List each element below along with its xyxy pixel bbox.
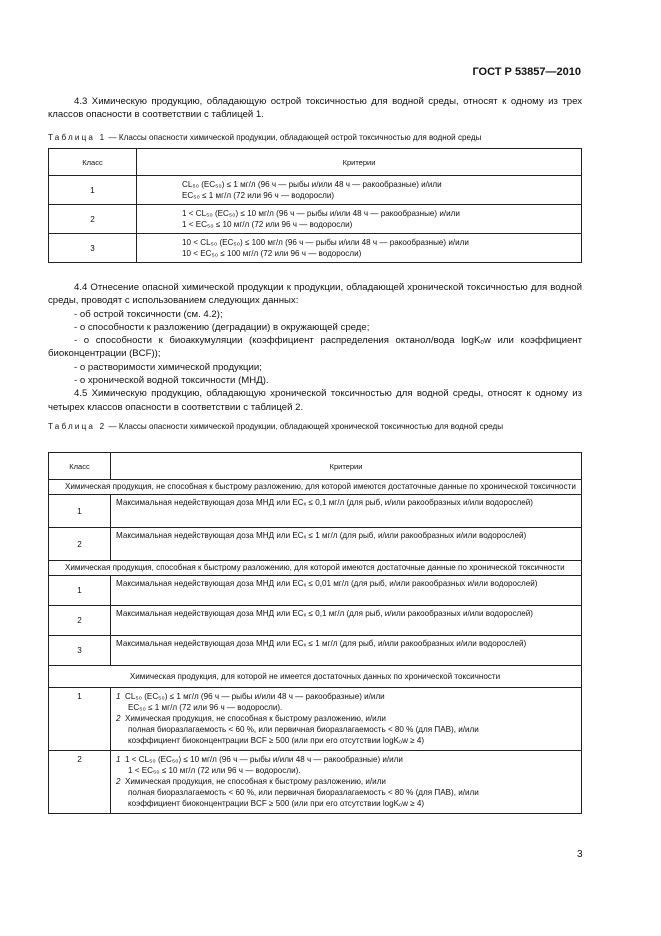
- criteria-line: 1 < CL₅₀ (ЕС₅₀) ≤ 10 мг/л (96 ч — рыбы и/или 48 ч — ракообразные) и/или: [182, 209, 460, 218]
- table1-class-cell: 1: [49, 176, 137, 205]
- table2-caption-text: — Классы опасности химической продукции, обладающей хронической токсичностью для водной среды: [106, 422, 504, 431]
- table1-criteria-cell: [137, 176, 582, 205]
- table-row: [49, 688, 582, 751]
- table2-class-cell: 2: [49, 751, 111, 814]
- criteria-text: Химическая продукция, не способная к быстрому разложению, и/или: [125, 714, 386, 723]
- list-item: - об острой токсичности (см. 4.2);: [74, 308, 223, 320]
- table2-criteria-cell: Максимальная недействующая доза МНД или ECₓ ≤ 1 мг/л (для рыб, и/или ракообразных и/или водорослей): [111, 636, 582, 666]
- table2-group-3: Химическая продукция, для которой не имеется достаточных данных по хронической токсичности: [49, 666, 582, 688]
- paragraph-4-3: 4.3 Химическую продукцию, обладающую острой токсичностью для водной среды, относят к одному из трех классов опасности в соответствии с таблицей 1.: [48, 96, 582, 121]
- table2-group-2: Химическая продукция, способная к быстрому разложению, для которой имеются достаточные данные по хронической токсичности: [49, 561, 582, 576]
- table1-criteria-cell: [137, 205, 582, 234]
- criteria-line: ЕС₅₀ ≤ 1 мг/л (72 или 96 ч — водоросли): [182, 191, 335, 200]
- item-number: 1: [116, 692, 121, 701]
- table2-criteria-cell: Максимальная недействующая доза МНД или ECₓ ≤ 0,1 мг/л (для рыб, и/или ракообразных и/или водорослей): [111, 606, 582, 636]
- table-row: [49, 176, 582, 205]
- table-row: [49, 576, 582, 606]
- table-row: [49, 234, 582, 263]
- criteria-line: полная биоразлагаемость < 60 %, или первичная биоразлагаемость < 80 % (для ПАВ), и/или: [128, 788, 479, 797]
- criteria-line: [116, 713, 576, 724]
- table1-caption-text: — Классы опасности химической продукции, обладающей острой токсичностью для водной среды: [106, 133, 482, 142]
- table-group-row: [49, 480, 582, 495]
- table-row: [49, 606, 582, 636]
- table-group-row: [49, 561, 582, 576]
- page-number: 3: [577, 849, 583, 860]
- table-row: [49, 751, 582, 814]
- criteria-line: полная биоразлагаемость < 60 %, или первичная биоразлагаемость < 80 % (для ПАВ), и/или: [128, 725, 479, 734]
- criteria-text: Химическая продукция, не способная к быстрому разложению, и/или: [125, 777, 386, 786]
- table-row: [49, 205, 582, 234]
- criteria-line: коэффициент биоконцентрации BCF ≥ 500 (или при его отсутствии logKₒw ≥ 4): [128, 736, 425, 745]
- criteria-line: коэффициент биоконцентрации BCF ≥ 500 (или при его отсутствии logKₒw ≥ 4): [128, 799, 425, 808]
- table1-caption-label: Таблица 1: [48, 133, 107, 142]
- table2-header-criteria: Критерии: [111, 453, 582, 480]
- criteria-line: 10 < CL₅₀ (ЕС₅₀) ≤ 100 мг/л (96 ч — рыбы и/или 48 ч — ракообразные) и/или: [182, 238, 469, 247]
- criteria-line: [116, 691, 576, 702]
- table2-class-cell: 1: [49, 688, 111, 751]
- criteria-text: 1 < CL₅₀ (ЕС₅₀) ≤ 10 мг/л (96 ч — рыбы и/или 48 ч — ракообразные) и/или: [125, 755, 403, 764]
- list-item: - о растворимости химической продукции;: [74, 361, 262, 373]
- table2-criteria-cell: Максимальная недействующая доза МНД или ECₓ ≤ 0,01 мг/л (для рыб, и/или ракообразных и/или водорослей): [111, 576, 582, 606]
- table2-caption-label: Таблица 2: [48, 422, 107, 431]
- list-item: - о способности к разложению (деградации) в окружающей среде;: [74, 321, 370, 333]
- table2-class-cell: 1: [49, 576, 111, 606]
- table2-class-cell: 2: [49, 528, 111, 561]
- table1-class-cell: 3: [49, 234, 137, 263]
- table2-class-cell: 1: [49, 495, 111, 528]
- table-2: [48, 452, 582, 814]
- table2-criteria-cell: Максимальная недействующая доза МНД или ECₓ ≤ 1 мг/л (для рыб, и/или ракообразных и/или водорослей): [111, 528, 582, 561]
- table2-header-class: Класс: [49, 453, 111, 480]
- criteria-line: [116, 754, 576, 765]
- paragraph-4-4: [48, 281, 582, 414]
- item-number: 2: [116, 777, 121, 786]
- table2-class-cell: 3: [49, 636, 111, 666]
- table1-class-cell: 2: [49, 205, 137, 234]
- table-1: [48, 148, 582, 263]
- table2-criteria-cell: [111, 751, 582, 814]
- table1-header-criteria: Критерии: [137, 149, 582, 176]
- table2-caption: [48, 421, 582, 432]
- list-item: - о способности к биоаккумуляции (коэффициент распределения октанол/вода logKₒw или коэффициент биоконцентрации (BCF));: [48, 335, 582, 360]
- table-row: [49, 495, 582, 528]
- table1-criteria-cell: [137, 234, 582, 263]
- item-number: 2: [116, 714, 121, 723]
- criteria-line: ЕС₅₀ ≤ 1 мг/л (72 или 96 ч — водоросли).: [128, 703, 283, 712]
- item-number: 1: [116, 755, 121, 764]
- criteria-line: CL₅₀ (ЕС₅₀) ≤ 1 мг/л (96 ч — рыбы и/или 48 ч — ракообразные) и/или: [182, 180, 442, 189]
- table-row: [49, 528, 582, 561]
- table-group-row: [49, 666, 582, 688]
- table2-class-cell: 2: [49, 606, 111, 636]
- table2-group-1: Химическая продукция, не способная к быстрому разложению, для которой имеются достаточные данные по хронической токсичности: [49, 480, 582, 495]
- criteria-line: [116, 776, 576, 787]
- paragraph-4-5: 4.5 Химическую продукцию, обладающую хронической токсичностью для водной среды, относят к одному из четырех классов опасности в соответствии с таблицей 2.: [48, 388, 582, 413]
- standard-number: ГОСТ Р 53857—2010: [472, 66, 581, 78]
- criteria-line: 10 < ЕС₅₀ ≤ 100 мг/л (72 или 96 ч — водоросли): [182, 249, 362, 258]
- list-item: - о хронической водной токсичности (МНД).: [74, 375, 269, 387]
- table2-criteria-cell: [111, 688, 582, 751]
- table2-criteria-cell: Максимальная недействующая доза МНД или ECₓ ≤ 0,1 мг/л (для рыб, и/или ракообразных и/или водорослей): [111, 495, 582, 528]
- table1-caption: [48, 132, 582, 143]
- criteria-line: 1 < ЕС₅₀ ≤ 10 мг/л (72 или 96 ч — водоросли): [182, 220, 353, 229]
- criteria-line: 1 < ЕС₅₀ ≤ 10 мг/л (72 или 96 ч — водоросли).: [128, 766, 301, 775]
- criteria-text: CL₅₀ (ЕС₅₀) ≤ 1 мг/л (96 ч — рыбы и/или 48 ч — ракообразные) и/или: [125, 692, 385, 701]
- table-row: [49, 636, 582, 666]
- table1-header-class: Класс: [49, 149, 137, 176]
- paragraph-4-4-intro: 4.4 Отнесение опасной химической продукции к продукции, обладающей хронической токсичностью для водной среды, проводят с использованием следующих данных:: [48, 282, 582, 307]
